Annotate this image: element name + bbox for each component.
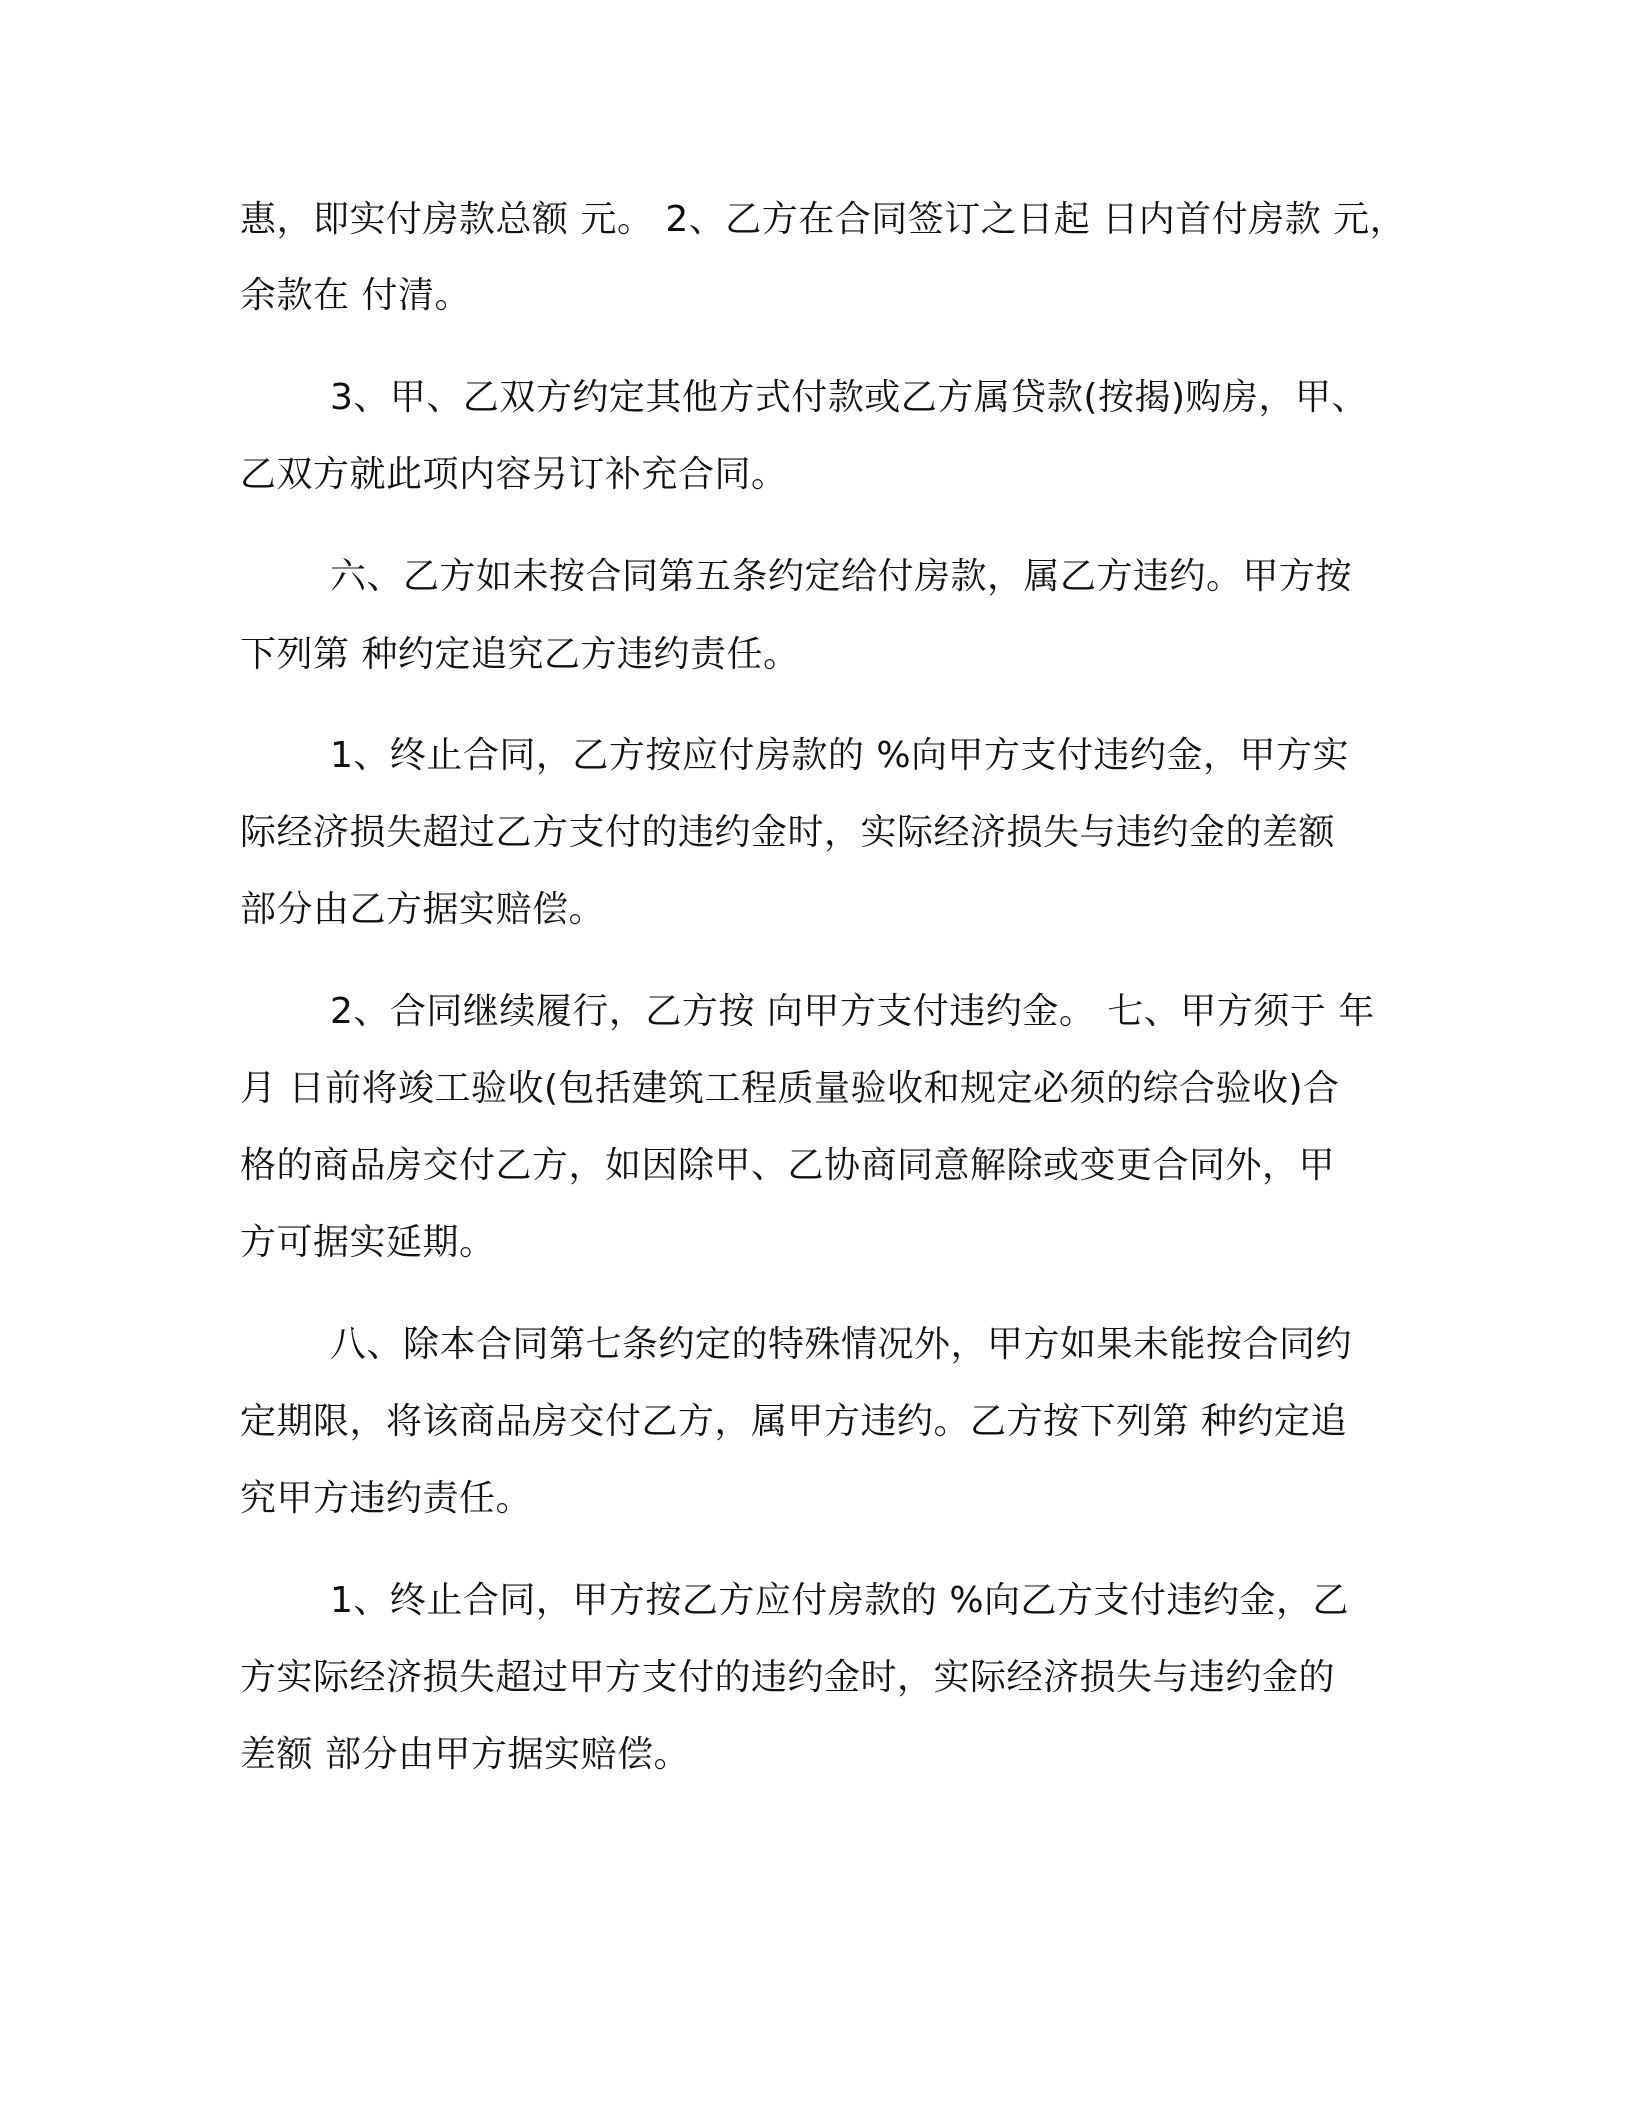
text-line: 惠，即实付房款总额 元。 2、乙方在合同签订之日起 日内首付房款 元，: [240, 199, 1407, 240]
text-line: 余款在 付清。: [240, 275, 471, 316]
text-line: 月 日前将竣工验收(包括建筑工程质量验收和规定必须的综合验收)合: [240, 1068, 1340, 1109]
text-line: 六、乙方如未按合同第五条约定给付房款，属乙方违约。甲方按: [330, 556, 1353, 597]
text-line: 差额 部分由甲方据实赔偿。: [240, 1734, 690, 1775]
text-line: 3、甲、乙双方约定其他方式付款或乙方属贷款(按揭)购房，甲、: [330, 377, 1368, 418]
text-line: 定期限，将该商品房交付乙方，属甲方违约。乙方按下列第 种约定追: [240, 1401, 1347, 1442]
text-line: 1、终止合同，乙方按应付房款的 %向甲方支付违约金，甲方实: [330, 735, 1350, 776]
text-line: 八、除本合同第七条约定的特殊情况外，甲方如果未能按合同约: [330, 1324, 1353, 1365]
text-line: 1、终止合同，甲方按乙方应付房款的 %向乙方支付违约金，乙: [330, 1580, 1350, 1621]
text-line: 2、合同继续履行，乙方按 向甲方支付违约金。 七、甲方须于 年: [330, 991, 1375, 1032]
text-line: 方可据实延期。: [240, 1222, 496, 1263]
text-line: 部分由乙方据实赔偿。: [240, 889, 606, 930]
text-line: 格的商品房交付乙方，如因除甲、乙协商同意解除或变更合同外，甲: [240, 1145, 1336, 1186]
text-line: 方实际经济损失超过甲方支付的违约金时，实际经济损失与违约金的: [240, 1657, 1336, 1698]
text-line: 际经济损失超过乙方支付的违约金时，实际经济损失与违约金的差额: [240, 812, 1336, 853]
text-line: 下列第 种约定追究乙方违约责任。: [240, 634, 800, 675]
text-line: 究甲方违约责任。: [240, 1478, 533, 1519]
text-line: 乙双方就此项内容另订补充合同。: [240, 454, 788, 495]
